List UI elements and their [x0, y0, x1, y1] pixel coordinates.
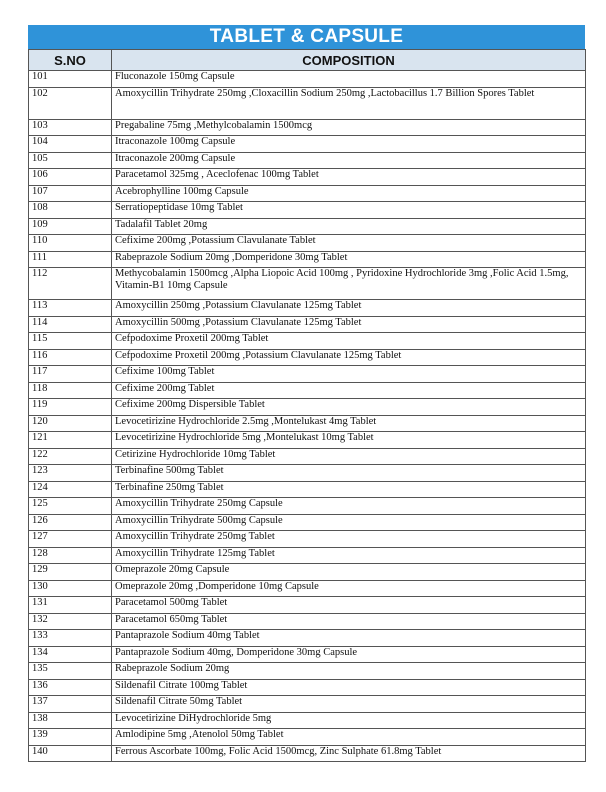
table-row: [29, 333, 586, 350]
row-composition: Amoxycillin 500mg ,Potassium Clavulanate 125mg Tablet: [112, 316, 586, 333]
composition-table: [28, 49, 586, 762]
row-composition: Amoxycillin 250mg ,Potassium Clavulanate 125mg Tablet: [112, 300, 586, 317]
row-composition: Paracetamol 500mg Tablet: [112, 597, 586, 614]
table-row: [29, 613, 586, 630]
row-composition: Sildenafil Citrate 50mg Tablet: [112, 696, 586, 713]
row-composition: Sildenafil Citrate 100mg Tablet: [112, 679, 586, 696]
row-composition: Amoxycillin Trihydrate 500mg Capsule: [112, 514, 586, 531]
table-row: [29, 432, 586, 449]
table-row: [29, 580, 586, 597]
table-row: [29, 498, 586, 515]
row-sno: 129: [29, 564, 112, 581]
row-composition: Amoxycillin Trihydrate 250mg Tablet: [112, 531, 586, 548]
row-composition: Cetirizine Hydrochloride 10mg Tablet: [112, 448, 586, 465]
table-row: [29, 663, 586, 680]
row-composition: Cefixime 200mg Dispersible Tablet: [112, 399, 586, 416]
column-header-composition: COMPOSITION: [112, 50, 586, 71]
row-composition: Cefpodoxime Proxetil 200mg Tablet: [112, 333, 586, 350]
table-row: [29, 745, 586, 762]
table-row: [29, 87, 586, 119]
row-sno: 119: [29, 399, 112, 416]
row-composition: Tadalafil Tablet 20mg: [112, 218, 586, 235]
row-composition: Cefixime 200mg Tablet: [112, 382, 586, 399]
row-sno: 137: [29, 696, 112, 713]
row-sno: 110: [29, 235, 112, 252]
row-sno: 117: [29, 366, 112, 383]
row-composition: Acebrophylline 100mg Capsule: [112, 185, 586, 202]
table-row: [29, 382, 586, 399]
table-row: [29, 349, 586, 366]
row-sno: 104: [29, 136, 112, 153]
table-row: [29, 679, 586, 696]
row-composition: Amoxycillin Trihydrate 250mg ,Cloxacillin Sodium 250mg ,Lactobacillus 1.7 Billion Spores Tablet: [112, 87, 586, 119]
row-composition: Levocetirizine Hydrochloride 5mg ,Montelukast 10mg Tablet: [112, 432, 586, 449]
row-sno: 105: [29, 152, 112, 169]
row-composition: Amoxycillin Trihydrate 250mg Capsule: [112, 498, 586, 515]
row-sno: 128: [29, 547, 112, 564]
row-composition: Levocetirizine Hydrochloride 2.5mg ,Montelukast 4mg Tablet: [112, 415, 586, 432]
row-sno: 126: [29, 514, 112, 531]
table-row: [29, 300, 586, 317]
row-sno: 139: [29, 729, 112, 746]
row-sno: 136: [29, 679, 112, 696]
row-composition: Ferrous Ascorbate 100mg, Folic Acid 1500mcg, Zinc Sulphate 61.8mg Tablet: [112, 745, 586, 762]
row-composition: Paracetamol 325mg , Aceclofenac 100mg Tablet: [112, 169, 586, 186]
row-composition: Serratiopeptidase 10mg Tablet: [112, 202, 586, 219]
table-header-row: [29, 50, 586, 71]
table-row: [29, 235, 586, 252]
row-sno: 133: [29, 630, 112, 647]
row-sno: 124: [29, 481, 112, 498]
table-row: [29, 729, 586, 746]
table-row: [29, 119, 586, 136]
row-composition: Amlodipine 5mg ,Atenolol 50mg Tablet: [112, 729, 586, 746]
product-sheet: [28, 25, 585, 762]
row-sno: 112: [29, 268, 112, 300]
row-sno: 131: [29, 597, 112, 614]
row-sno: 134: [29, 646, 112, 663]
row-composition: Paracetamol 650mg Tablet: [112, 613, 586, 630]
row-composition: Fluconazole 150mg Capsule: [112, 71, 586, 88]
row-sno: 113: [29, 300, 112, 317]
row-composition: Levocetirizine DiHydrochloride 5mg: [112, 712, 586, 729]
row-sno: 123: [29, 465, 112, 482]
table-row: [29, 531, 586, 548]
row-sno: 135: [29, 663, 112, 680]
table-row: [29, 251, 586, 268]
row-sno: 101: [29, 71, 112, 88]
table-row: [29, 218, 586, 235]
row-sno: 121: [29, 432, 112, 449]
row-composition: Omeprazole 20mg Capsule: [112, 564, 586, 581]
row-sno: 122: [29, 448, 112, 465]
row-composition: Amoxycillin Trihydrate 125mg Tablet: [112, 547, 586, 564]
row-composition: Pantaprazole Sodium 40mg, Domperidone 30mg Capsule: [112, 646, 586, 663]
row-sno: 103: [29, 119, 112, 136]
row-sno: 107: [29, 185, 112, 202]
row-composition: Cefpodoxime Proxetil 200mg ,Potassium Clavulanate 125mg Tablet: [112, 349, 586, 366]
row-sno: 125: [29, 498, 112, 515]
table-row: [29, 514, 586, 531]
row-sno: 132: [29, 613, 112, 630]
table-row: [29, 481, 586, 498]
row-composition: Cefixime 100mg Tablet: [112, 366, 586, 383]
table-row: [29, 415, 586, 432]
table-row: [29, 136, 586, 153]
row-composition: Methycobalamin 1500mcg ,Alpha Liopoic Acid 100mg , Pyridoxine Hydrochloride 3mg ,Folic Acid 1.5mg, Vitamin-B1 10mg Capsule: [112, 268, 586, 300]
row-composition: Omeprazole 20mg ,Domperidone 10mg Capsule: [112, 580, 586, 597]
table-row: [29, 268, 586, 300]
table-row: [29, 547, 586, 564]
row-sno: 102: [29, 87, 112, 119]
column-header-sno: S.NO: [29, 50, 112, 71]
row-sno: 127: [29, 531, 112, 548]
row-sno: 106: [29, 169, 112, 186]
table-row: [29, 152, 586, 169]
table-row: [29, 202, 586, 219]
row-sno: 115: [29, 333, 112, 350]
row-composition: Terbinafine 250mg Tablet: [112, 481, 586, 498]
table-row: [29, 564, 586, 581]
row-composition: Terbinafine 500mg Tablet: [112, 465, 586, 482]
row-composition: Pregabaline 75mg ,Methylcobalamin 1500mcg: [112, 119, 586, 136]
row-sno: 130: [29, 580, 112, 597]
table-row: [29, 448, 586, 465]
row-composition: Pantaprazole Sodium 40mg Tablet: [112, 630, 586, 647]
table-row: [29, 712, 586, 729]
row-sno: 114: [29, 316, 112, 333]
row-sno: 116: [29, 349, 112, 366]
row-composition: Itraconazole 200mg Capsule: [112, 152, 586, 169]
table-row: [29, 597, 586, 614]
row-sno: 118: [29, 382, 112, 399]
table-row: [29, 646, 586, 663]
table-row: [29, 465, 586, 482]
row-sno: 108: [29, 202, 112, 219]
row-composition: Rabeprazole Sodium 20mg ,Domperidone 30mg Tablet: [112, 251, 586, 268]
row-sno: 120: [29, 415, 112, 432]
table-row: [29, 316, 586, 333]
table-row: [29, 169, 586, 186]
page-title: TABLET & CAPSULE: [28, 25, 585, 49]
table-row: [29, 696, 586, 713]
row-sno: 138: [29, 712, 112, 729]
row-composition: Rabeprazole Sodium 20mg: [112, 663, 586, 680]
table-row: [29, 630, 586, 647]
row-sno: 140: [29, 745, 112, 762]
table-row: [29, 399, 586, 416]
table-row: [29, 185, 586, 202]
table-row: [29, 71, 586, 88]
table-row: [29, 366, 586, 383]
row-sno: 111: [29, 251, 112, 268]
row-composition: Cefixime 200mg ,Potassium Clavulanate Tablet: [112, 235, 586, 252]
row-composition: Itraconazole 100mg Capsule: [112, 136, 586, 153]
row-sno: 109: [29, 218, 112, 235]
